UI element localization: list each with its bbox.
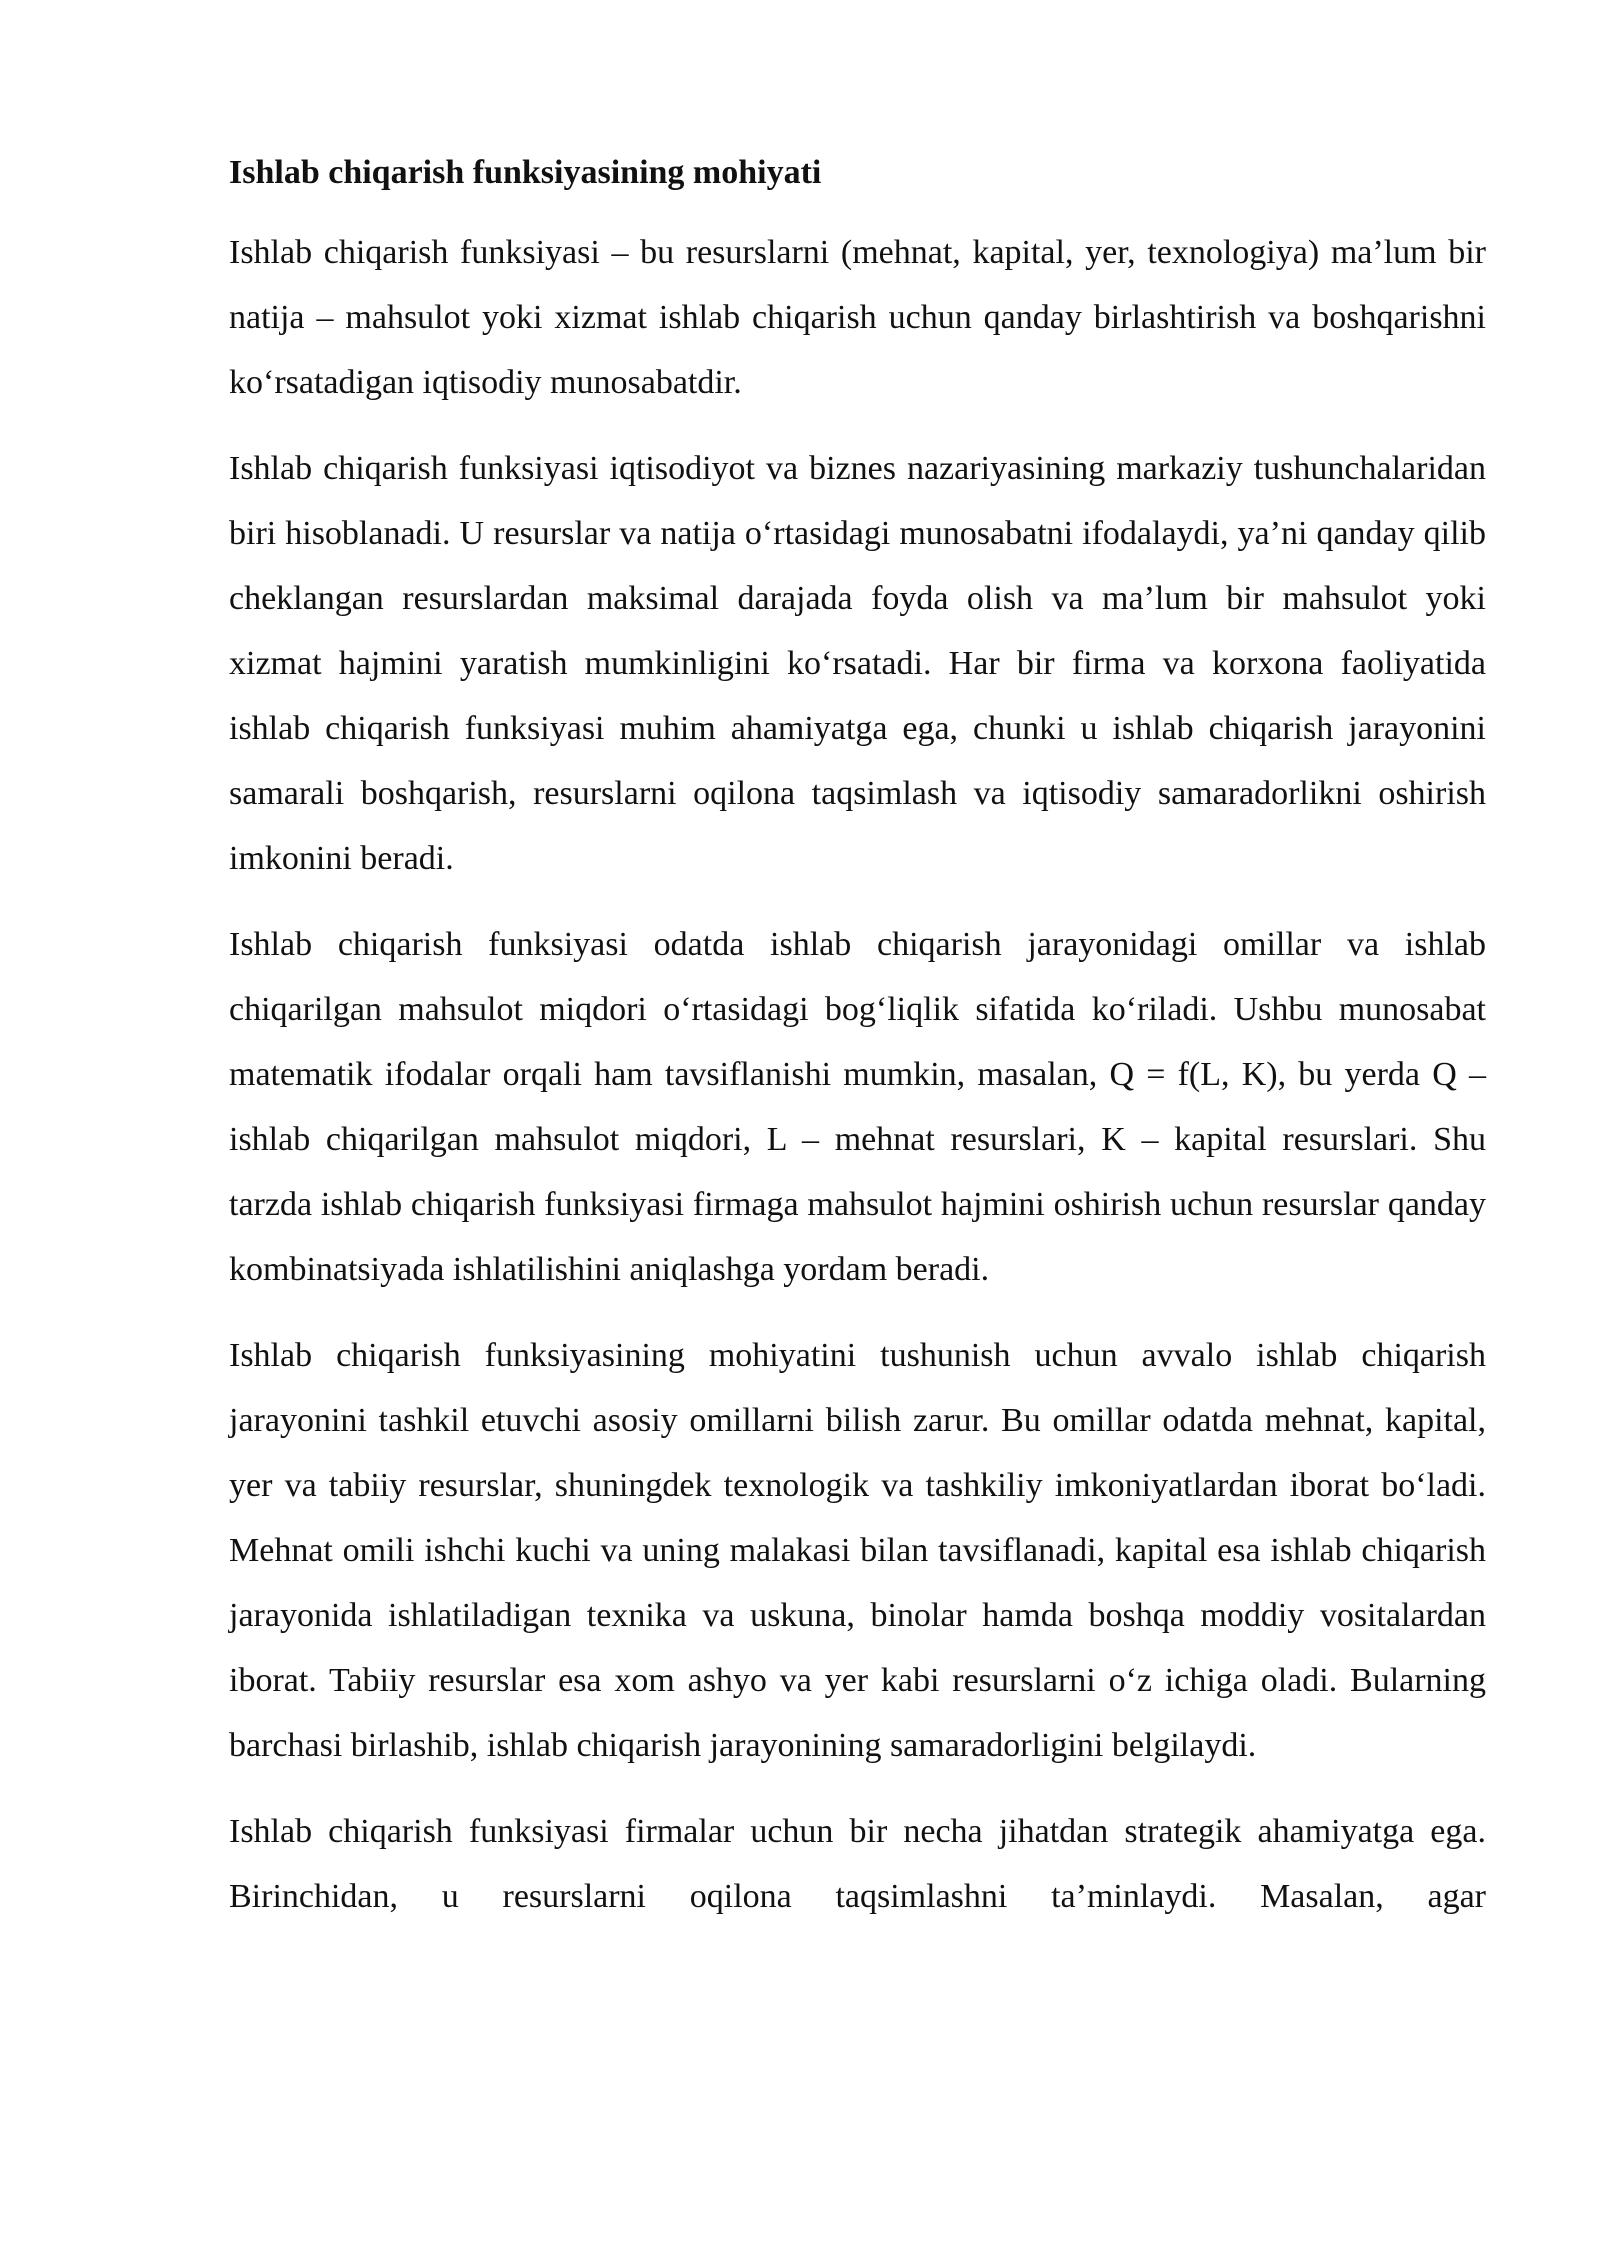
paragraph-production-factors: Ishlab chiqarish funksiyasining mohiyatini tushunish uchun avvalo ishlab chiqarish jarayonini tashkil etuvchi asosiy omillarni bilish zarur. Bu omillar odatda mehnat, kapital, yer va tabiiy resurslar, shuningdek texnologik va tashkiliy imkoniyatlardan iborat bo‘ladi. Mehnat omili ishchi kuchi va uning malakasi bilan tavsiflanadi, kapital esa ishlab chiqarish jarayonida ishlatiladigan texnika va uskuna, binolar hamda boshqa moddiy vositalardan iborat. Tabiiy resurslar esa xom ashyo va yer kabi resurslarni o‘z ichiga oladi. Bularning barchasi birlashib, ishlab chiqarish jarayonining samaradorligini belgilaydi. (229, 1337, 1486, 1764)
paragraph-central-concept: Ishlab chiqarish funksiyasi iqtisodiyot va biznes nazariyasining markaziy tushunchalaridan biri hisoblanadi. U resurslar va natija o‘rtasidagi munosabatni ifodalaydi, ya’ni qanday qilib cheklangan resurslardan maksimal darajada foyda olish va ma’lum bir mahsulot yoki xizmat hajmini yaratish mumkinligini ko‘rsatadi. Har bir firma va korxona faoliyatida ishlab chiqarish funksiyasi muhim ahamiyatga ega, chunki u ishlab chiqarish jarayonini samarali boshqarish, resurslarni oqilona taqsimlash va iqtisodiy samaradorlikni oshirish imkonini beradi. (229, 450, 1486, 877)
paragraph-strategic-importance: Ishlab chiqarish funksiyasi firmalar uchun bir necha jihatdan strategik ahamiyatga ega. Birinchidan, u resurslarni oqilona taqsimlashni ta’minlaydi. Masalan, agar (229, 1813, 1486, 1915)
document-body (229, 148, 1486, 1929)
paragraph-definition: Ishlab chiqarish funksiyasi – bu resurslarni (mehnat, kapital, yer, texnologiya) ma’lum bir natija – mahsulot yoki xizmat ishlab chiqarish uchun qanday birlashtirish va boshqarishni ko‘rsatadigan iqtisodiy munosabatdir. (229, 234, 1486, 401)
section-heading: Ishlab chiqarish funksiyasining mohiyati (229, 154, 822, 191)
paragraph-mathematical-form: Ishlab chiqarish funksiyasi odatda ishlab chiqarish jarayonidagi omillar va ishlab chiqarilgan mahsulot miqdori o‘rtasidagi bog‘liqlik sifatida ko‘riladi. Ushbu munosabat matematik ifodalar orqali ham tavsiflanishi mumkin, masalan, Q = f(L, K), bu yerda Q – ishlab chiqarilgan mahsulot miqdori, L – mehnat resurslari, K – kapital resurslari. Shu tarzda ishlab chiqarish funksiyasi firmaga mahsulot hajmini oshirish uchun resurslar qanday kombinatsiyada ishlatilishini aniqlashga yordam beradi. (229, 926, 1486, 1288)
